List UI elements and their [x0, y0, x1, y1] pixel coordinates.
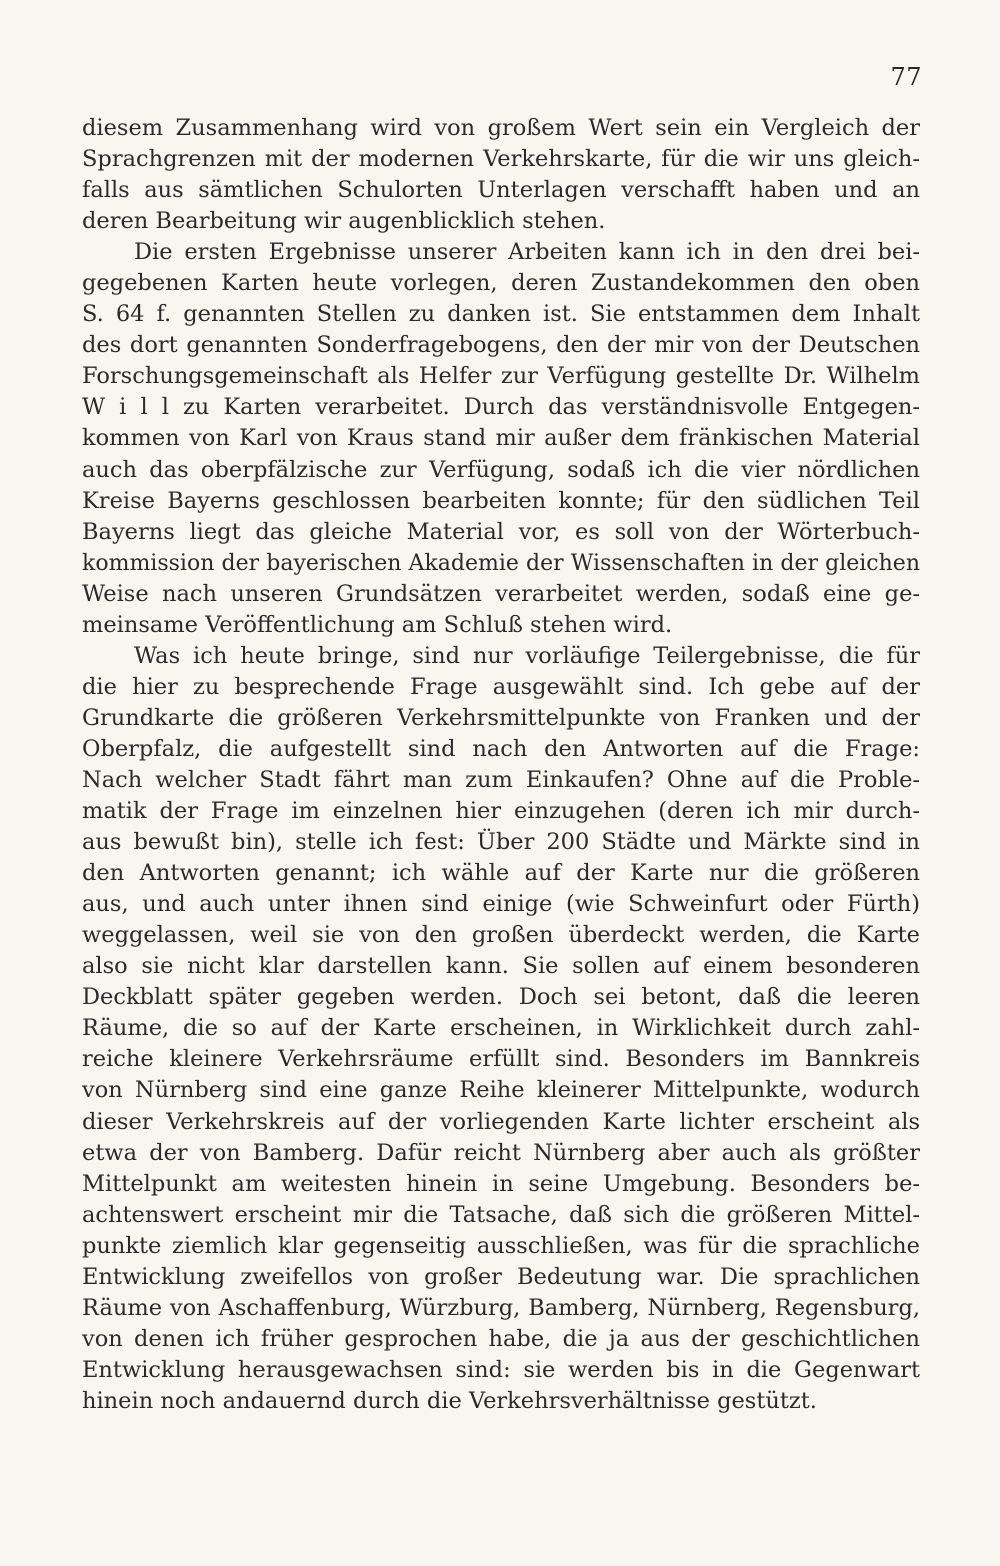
- text-line: Räume, die so auf der Karte erscheinen, in Wirklichkeit durch zahl-: [82, 1015, 920, 1042]
- text-line: Nach welcher Stadt fährt man zum Einkaufen? Ohne auf die Proble-: [82, 766, 920, 793]
- text-line: des dort genannten Sonderfragebogens, den der mir von der Deutschen: [82, 332, 920, 359]
- text-line: Weise nach unseren Grundsätzen verarbeitet werden, sodaß eine ge-: [82, 580, 920, 607]
- text-line: Räume von Aschaffenburg, Würzburg, Bamberg, Nürnberg, Regensburg,: [82, 1294, 920, 1321]
- text-line: Oberpfalz, die aufgestellt sind nach den Antworten auf die Frage:: [82, 735, 920, 762]
- text-line: Grundkarte die größeren Verkehrsmittelpunkte von Franken und der: [82, 704, 920, 731]
- text-line: matik der Frage im einzelnen hier einzugehen (deren ich mir durch-: [82, 798, 920, 825]
- text-line: W i l l zu Karten verarbeitet. Durch das verständnisvolle Entgegen-: [82, 394, 920, 421]
- text-line: auch das oberpfälzische zur Verfügung, sodaß ich die vier nördlichen: [82, 456, 920, 483]
- text-line: von Nürnberg sind eine ganze Reihe kleinerer Mittelpunkte, wodurch: [82, 1077, 920, 1104]
- text-line: Was ich heute bringe, sind nur vorläufige Teilergebnisse, die für: [134, 642, 920, 669]
- text-line: aus, und auch unter ihnen sind einige (wie Schweinfurt oder Fürth): [82, 891, 920, 918]
- text-line: gegebenen Karten heute vorlegen, deren Zustandekommen den oben: [82, 270, 920, 297]
- text-line: Mittelpunkt am weitesten hinein in seine Umgebung. Besonders be-: [82, 1170, 920, 1197]
- text-line: Deckblatt später gegeben werden. Doch sei betont, daß die leeren: [82, 984, 920, 1011]
- text-line: achtenswert erscheint mir die Tatsache, daß sich die größeren Mittel-: [82, 1201, 920, 1228]
- text-line: von denen ich früher gesprochen habe, die ja aus der geschichtlichen: [82, 1325, 920, 1352]
- body-text: [82, 113, 920, 1417]
- text-line: weggelassen, weil sie von den großen überdeckt werden, die Karte: [82, 922, 920, 949]
- text-line: etwa der von Bamberg. Dafür reicht Nürnberg aber auch als größter: [82, 1139, 920, 1166]
- text-line: reiche kleinere Verkehrsräume erfüllt sind. Besonders im Bannkreis: [82, 1046, 920, 1073]
- text-line: Forschungsgemeinschaft als Helfer zur Verfügung gestellte Dr. Wilhelm: [82, 363, 920, 390]
- text-line: dieser Verkehrskreis auf der vorliegenden Karte lichter erscheint als: [82, 1108, 920, 1135]
- text-line: Entwicklung herausgewachsen sind: sie werden bis in die Gegenwart: [82, 1356, 920, 1383]
- text-line: Kreise Bayerns geschlossen bearbeiten konnte; für den südlichen Teil: [82, 487, 920, 514]
- text-line: Bayerns liegt das gleiche Material vor, es soll von der Wörterbuch-: [82, 518, 920, 545]
- text-line: Sprachgrenzen mit der modernen Verkehrskarte, für die wir uns gleich-: [82, 146, 920, 173]
- text-line: Die ersten Ergebnisse unserer Arbeiten kann ich in den drei bei-: [134, 239, 920, 266]
- text-line: deren Bearbeitung wir augenblicklich stehen.: [82, 208, 606, 235]
- text-line: punkte ziemlich klar gegenseitig ausschließen, was für die sprachliche: [82, 1232, 920, 1259]
- text-line: kommission der bayerischen Akademie der Wissenschaften in der gleichen: [82, 550, 920, 576]
- text-line: meinsame Veröffentlichung am Schluß stehen wird.: [82, 611, 673, 638]
- text-line: also sie nicht klar darstellen kann. Sie sollen auf einem besonderen: [82, 953, 920, 980]
- text-line: kommen von Karl von Kraus stand mir außer dem fränkischen Material: [82, 425, 920, 452]
- page-number: 77: [890, 63, 922, 91]
- text-line: den Antworten genannt; ich wähle auf der Karte nur die größeren: [82, 860, 920, 887]
- text-line: hinein noch andauernd durch die Verkehrsverhältnisse gestützt.: [82, 1387, 817, 1414]
- text-line: Entwicklung zweifellos von großer Bedeutung war. Die sprachlichen: [82, 1263, 920, 1290]
- text-line: S. 64 f. genannten Stellen zu danken ist. Sie entstammen dem Inhalt: [82, 301, 920, 328]
- text-line: falls aus sämtlichen Schulorten Unterlagen verschafft haben und an: [82, 177, 920, 204]
- text-line: aus bewußt bin), stelle ich fest: Über 200 Städte und Märkte sind in: [82, 829, 920, 856]
- text-line: diesem Zusammenhang wird von großem Wert sein ein Vergleich der: [82, 115, 920, 141]
- text-line: die hier zu besprechende Frage ausgewählt sind. Ich gebe auf der: [82, 673, 920, 700]
